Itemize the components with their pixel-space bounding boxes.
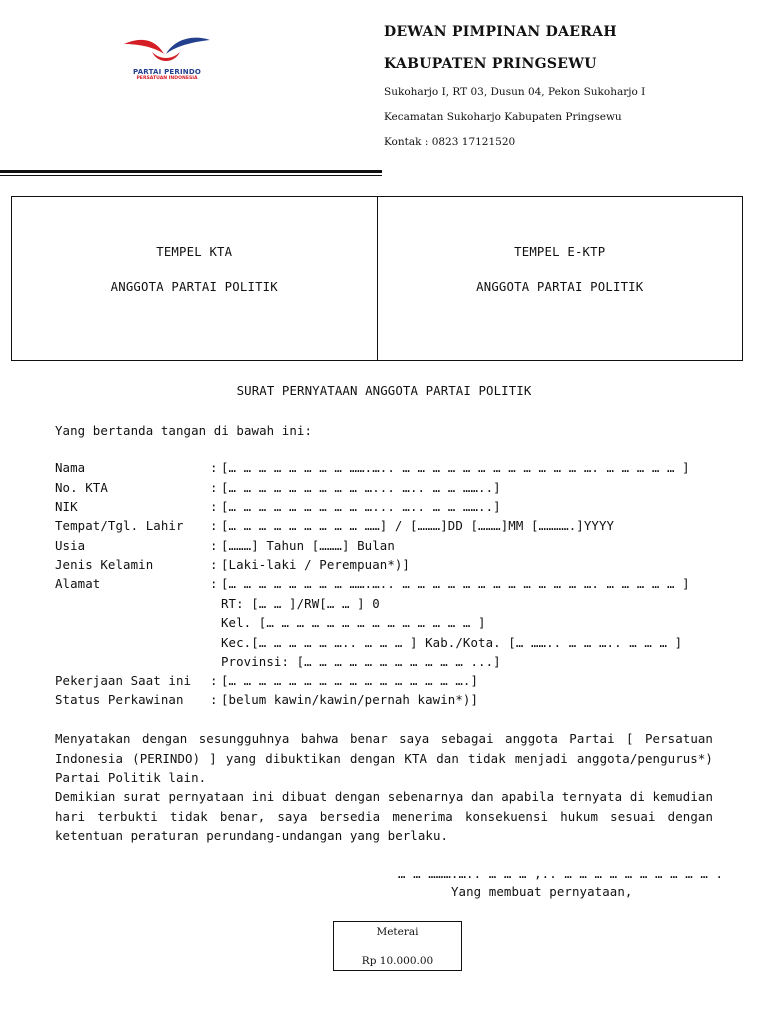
address-kecamatan-kabupaten: Kec.[… … … … … ….. … … … ] Kab./Kota. [… …….. … … ….. … … … ] [221, 635, 683, 650]
address-provinsi: Provinsi: [… … … … … … … … … … … ...] [221, 654, 501, 669]
intro-text: Yang bertanda tangan di bawah ini: [55, 423, 313, 438]
org-name-line-1: DEWAN PIMPINAN DAERAH [384, 24, 617, 40]
field-colon: : [210, 673, 218, 688]
field-label: Pekerjaan Saat ini [55, 673, 192, 688]
org-contact: Kontak : 0823 17121520 [384, 136, 516, 148]
field-label: Nama [55, 460, 86, 475]
attachment-boxes [11, 196, 743, 361]
logo-party-subtitle: PERSATUAN INDONESIA [136, 76, 198, 81]
org-address-line-1: Sukoharjo I, RT 03, Dusun 04, Pekon Sukoharjo I [384, 86, 646, 98]
ektp-box-title: TEMPEL E-KTP [514, 245, 606, 259]
field-value: [… … … … … … … … … …... ….. … … ……..] [221, 480, 501, 495]
field-colon: : [210, 460, 218, 475]
field-colon: : [210, 480, 218, 495]
address-kelurahan: Kel. [… … … … … … … … … … … … … … ] [221, 615, 486, 630]
org-name-line-2: KABUPATEN PRINGSEWU [384, 56, 597, 72]
field-label: NIK [55, 499, 78, 514]
closing-paragraph: Demikian surat pernyataan ini dibuat dengan sebenarnya dan apabila ternyata di kemudian hari terbukti tidak benar, saya bersedia menerima konsekuensi hukum sesuai dengan ketentuan peraturan perundang-undangan yang berlaku. [55, 789, 713, 843]
eagle-emblem-icon [112, 30, 222, 70]
field-value: [… … … … … … … … …….….. … … … … … … … … … … … … …. … … … … … ] [221, 576, 690, 591]
signer-label: Yang membuat pernyataan, [451, 884, 633, 899]
field-colon: : [210, 538, 218, 553]
address-rt-rw: RT: [… … ]/RW[… … ] 0 [221, 596, 380, 611]
kta-box-subtitle: ANGGOTA PARTAI POLITIK [110, 280, 278, 294]
field-colon: : [210, 576, 218, 591]
field-value: [… … … … … … … … … …... ….. … … ……..] [221, 499, 501, 514]
field-colon: : [210, 499, 218, 514]
org-address-line-2: Kecamatan Sukoharjo Kabupaten Pringsewu [384, 111, 622, 123]
document-title: SURAT PERNYATAAN ANGGOTA PARTAI POLITIK [236, 383, 532, 398]
party-logo [112, 30, 222, 92]
field-value: [… … … … … … … … …….….. … … … … … … … … … … … … …. … … … … … ] [221, 460, 690, 475]
field-label: Alamat [55, 576, 101, 591]
letterhead-rule-thin [0, 175, 382, 176]
kta-attachment-box [12, 197, 377, 360]
field-colon: : [210, 518, 218, 533]
logo-party-name: PARTAI PERINDO [133, 68, 201, 76]
field-label: Usia [55, 538, 86, 553]
field-colon: : [210, 557, 218, 572]
stamp-label: Meterai [376, 926, 419, 938]
field-value: [belum kawin/kawin/pernah kawin*)] [221, 692, 479, 707]
place-date-line: … … ……….….. … … … ,.. … … … … … … … … … … . [398, 866, 724, 881]
field-label: Status Perkawinan [55, 692, 184, 707]
field-value: [… … … … … … … … … ……] / [………]DD [………]MM [………….]YYYY [221, 518, 615, 533]
letterhead-rule-thick [0, 170, 382, 173]
ektp-attachment-box [377, 197, 743, 360]
stamp-box [333, 921, 462, 971]
field-colon: : [210, 692, 218, 707]
field-value: [………] Tahun [………] Bulan [221, 538, 395, 553]
field-value: [… … … … … … … … … … … … … … … ….] [221, 673, 479, 688]
statement-paragraph: Menyatakan dengan sesungguhnya bahwa benar saya sebagai anggota Partai [ Persatuan Indonesia (PERINDO) ] yang dibuktikan dengan KTA dan tidak menjadi anggota/pengurus*) Partai Politik lain. [55, 731, 713, 785]
field-label: Jenis Kelamin [55, 557, 154, 572]
stamp-value: Rp 10.000.00 [361, 955, 434, 967]
field-value: [Laki-laki / Perempuan*)] [221, 557, 410, 572]
kta-box-title: TEMPEL KTA [156, 245, 233, 259]
field-label: No. KTA [55, 480, 108, 495]
field-label: Tempat/Tgl. Lahir [55, 518, 184, 533]
ektp-box-subtitle: ANGGOTA PARTAI POLITIK [476, 280, 644, 294]
